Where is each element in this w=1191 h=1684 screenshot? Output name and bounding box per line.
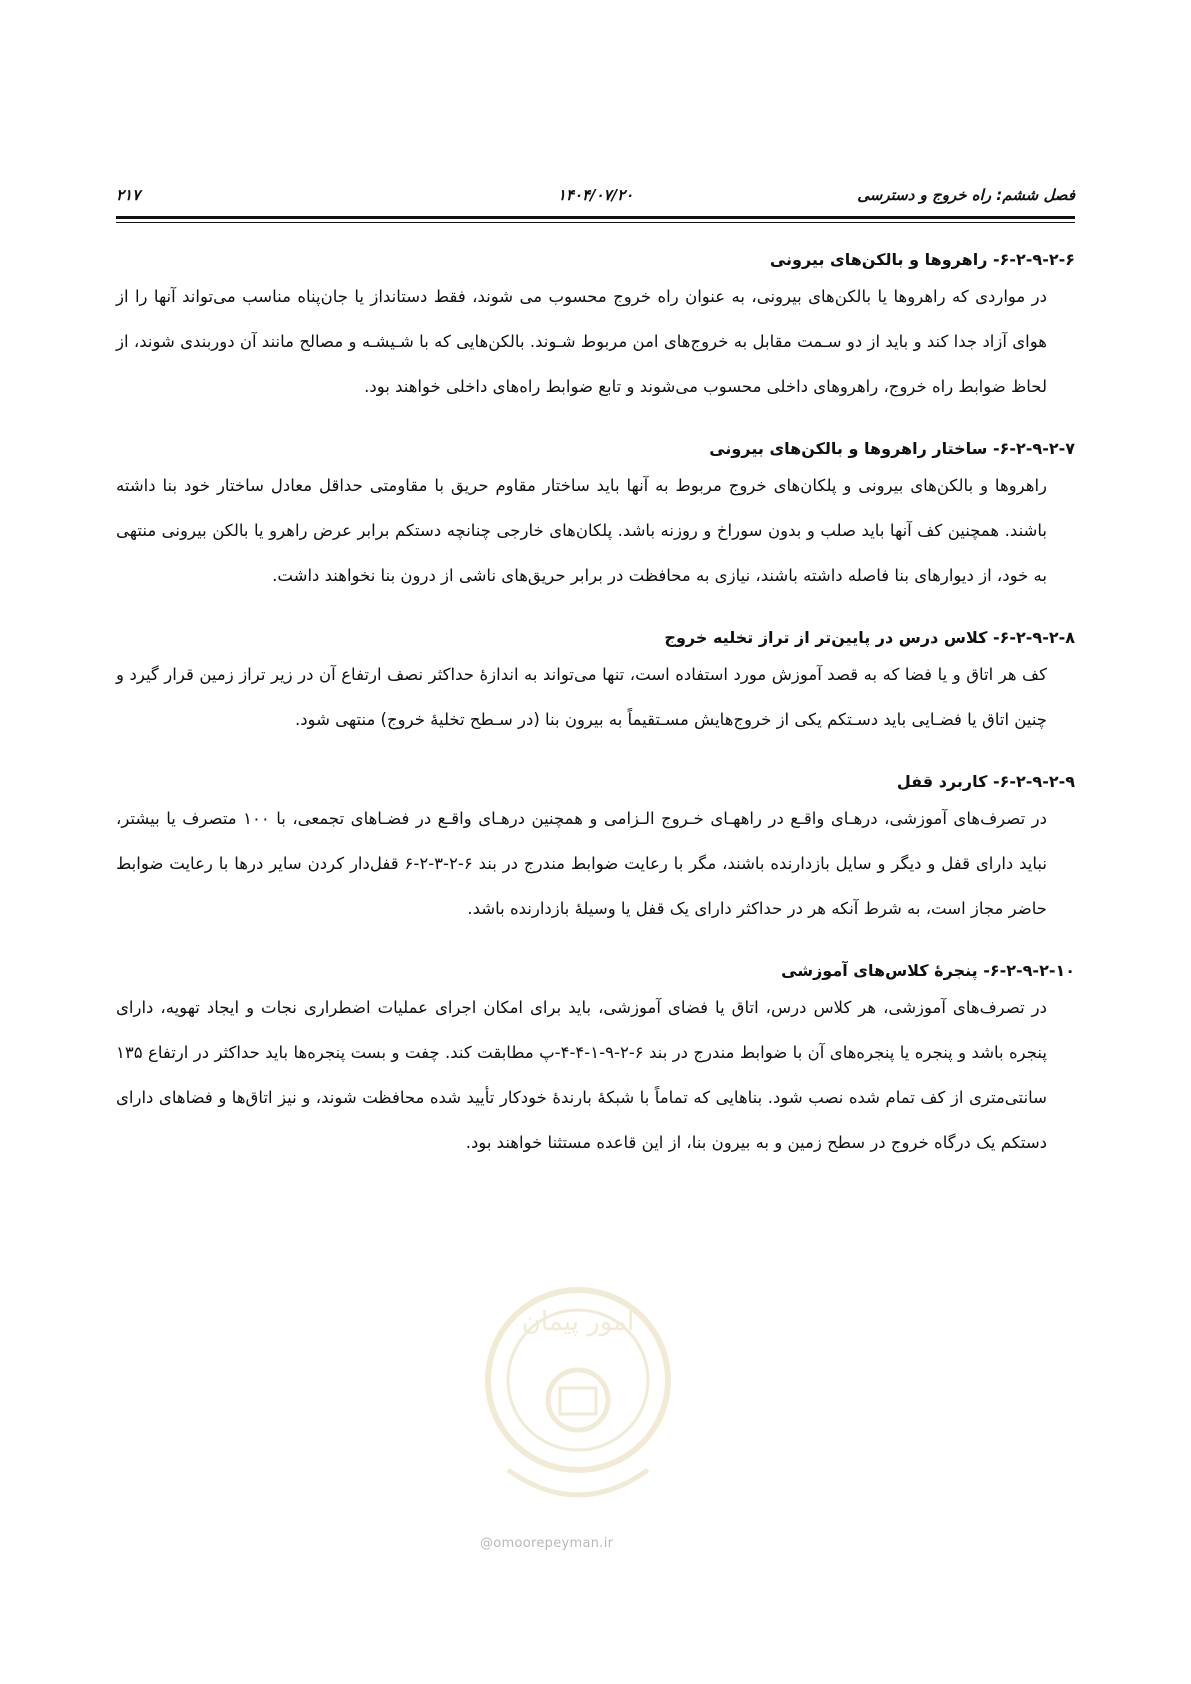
watermark-url: @omoorepeyman.ir <box>480 1536 614 1551</box>
section <box>116 246 1075 409</box>
section-paragraph: در تصرف‌های آموزشی، هر کلاس درس، اتاق یا فضای آموزشی، باید برای امکان اجرای عملیات اضطراری نجات و ایجاد تهویه، دارای پنجره باشد و پنجره یا پنجره‌های آن با ضوابط مندرج در بند ۶-۲-۹-۱-۴-۴-پ مطابقت کند. چفت و بست پنجره‌ها باید حداکثر در ارتفاع ۱۳۵ سانتی‌متری از کف تمام شده نصب شود. بناهایی که تماماً با شبکۀ بارندۀ خودکار تأیید شده محافظت شوند، و نیز اتاق‌ها و فضاهای دارای دستکم یک درگاه خروج در سطح زمین و به بیرون بنا، از این قاعده مستثنا خواهند بود. <box>116 998 1048 1152</box>
section-paragraph: در تصرف‌های آموزشی، درهـای واقـع در راههـای خـروج الـزامی و همچنین درهـای واقـع در فضـاهای تجمعی، با ۱۰۰ متصرف یا بیشتر، نباید دارای قفل و دیگر و سایل بازدارنده باشند، مگر با رعایت ضوابط مندرج در بند ۶-۲-۳-۲-۶ قفل‌دار کردن سایر درها با رعایت ضوابط حاضر مجاز است، به شرط آنکه هر در حداکثر دارای یک قفل یا وسیلۀ بازدارنده باشد. <box>116 809 1047 918</box>
header-rule-thin <box>116 222 1075 223</box>
header-rule-thick <box>116 216 1075 219</box>
watermark-logo <box>468 1270 688 1540</box>
section-title: ۶-۲-۹-۲-۶- راهروها و بالکن‌های بیرونی <box>769 250 1075 269</box>
watermark-logo-text: امور پیمان <box>521 1307 635 1337</box>
section <box>116 768 1075 931</box>
header-date: ۱۴۰۴/۰۷/۲۰ <box>557 186 634 204</box>
section-paragraph: کف هر اتاق و یا فضا که به قصد آموزش مورد استفاده است، تنها می‌تواند به اندازۀ حداکثر نصف ارتفاع آن در زیر تراز زمین قرار گیرد و چنین اتاق یا فضـایی باید دسـتکم یکی از خروج‌هایش مسـتقیماً به بیرون بنا (در سـطح تخلیۀ خروج) منتهی شود. <box>116 665 1047 729</box>
section-title: ۶-۲-۹-۲-۷- ساختار راهروها و بالکن‌های بیرونی <box>709 439 1075 458</box>
section-title: ۶-۲-۹-۲-۱۰- پنجرۀ کلاس‌های آموزشی <box>781 961 1075 980</box>
page-header <box>116 186 1075 216</box>
section <box>116 624 1075 742</box>
section <box>116 957 1075 1165</box>
section-title: ۶-۲-۹-۲-۹- کاربرد قفل <box>896 772 1075 791</box>
section-title: ۶-۲-۹-۲-۸- کلاس درس در پایین‌تر از تراز تخلیه خروج <box>664 628 1075 647</box>
page-content <box>116 246 1075 1165</box>
section-paragraph: در مواردی که راهروها یا بالکن‌های بیرونی، به عنوان راه خروج محسوب می شوند، فقط دستانداز یا جان‌پناه مناسب می‌تواند آنها را از هوای آزاد جدا کند و باید از دو سـمت مقابل به خروج‌های امن مربوط شـوند. بالکن‌هایی که با شـیشـه و مصالح مانند آن دوربندی شوند، از لحاظ ضوابط راه خروج، راهروهای داخلی محسوب می‌شوند و تابع ضوابط راه‌های داخلی خواهند بود. <box>116 287 1047 396</box>
section <box>116 435 1075 598</box>
section-paragraph: راهروها و بالکن‌های بیرونی و پلکان‌های خروج مربوط به آنها باید ساختار مقاوم حریق با مقاومتی حداقل معادل ساختار خود بنا داشته باشند. همچنین کف آنها باید صلب و بدون سوراخ و روزنه باشد. پلکان‌های خارجی چنانچه دستکم برابر عرض راهرو یا بالکن بیرونی منتهی به خود، از دیوارهای بنا فاصله داشته باشند، نیازی به محافظت در برابر حریق‌های ناشی از درون بنا نخواهند داشت. <box>116 476 1047 585</box>
chapter-title: فصل ششم: راه خروج و دسترسی <box>857 186 1075 204</box>
page-number: ۲۱۷ <box>116 186 141 204</box>
